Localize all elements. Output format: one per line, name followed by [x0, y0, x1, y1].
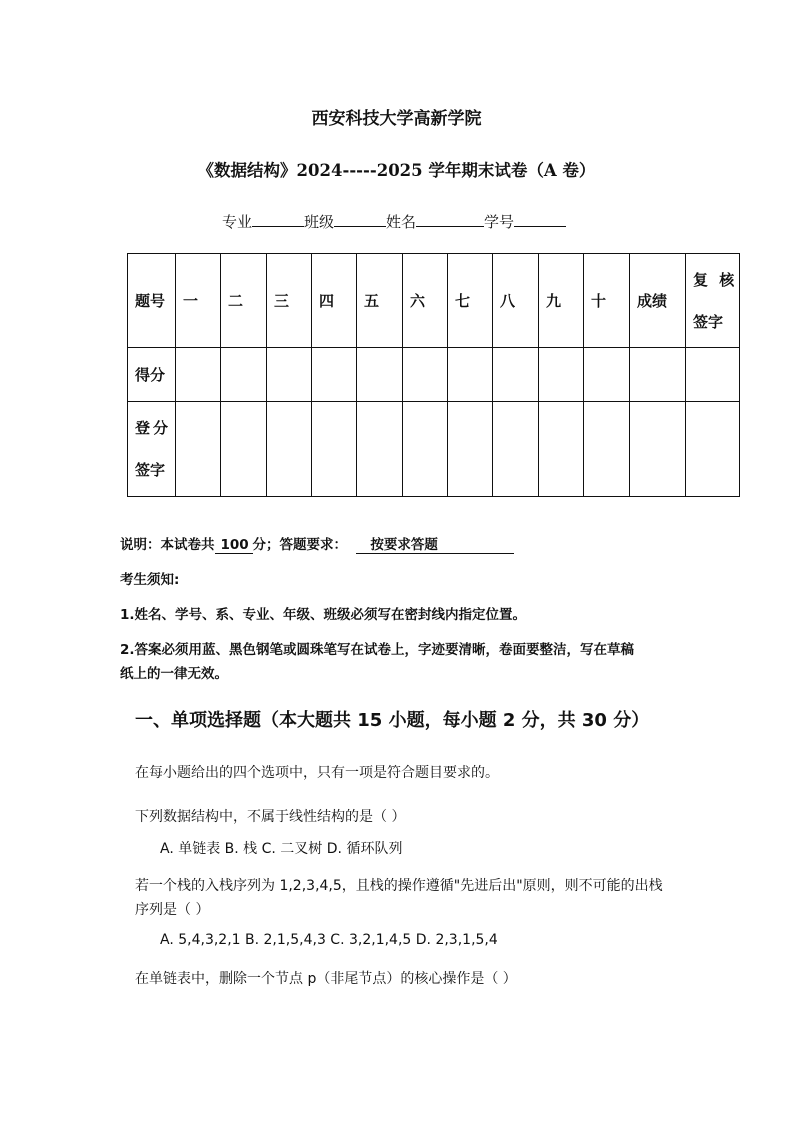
- sign-cell[interactable]: [176, 402, 221, 497]
- question-3: 在单链表中，删除一个节点 p（非尾节点）的核心操作是（ ）: [135, 971, 517, 987]
- question-2-line1: 若一个栈的入栈序列为 1,2,3,4,5，且栈的操作遵循"先进后出"原则，则不可能的出栈: [135, 878, 663, 894]
- sign-cell[interactable]: [403, 402, 448, 497]
- score-cell[interactable]: [403, 348, 448, 402]
- sign-cell[interactable]: [267, 402, 312, 497]
- score-table: [127, 253, 740, 497]
- score-cell[interactable]: [584, 348, 630, 402]
- score-cell[interactable]: [312, 348, 357, 402]
- column-header: 二: [221, 254, 267, 348]
- section-intro: 在每小题给出的四个选项中，只有一项是符合题目要求的。: [135, 765, 499, 781]
- question-2-options: A. 5,4,3,2,1 B. 2,1,5,4,3 C. 3,2,1,4,5 D. 2,3,1,5,4: [160, 932, 498, 948]
- class-blank[interactable]: [334, 212, 386, 227]
- sign-row-label-line2: 签字: [135, 461, 166, 479]
- column-header: 三: [267, 254, 312, 348]
- question-1-options: A. 单链表 B. 栈 C. 二叉树 D. 循环队列: [160, 841, 403, 857]
- column-header: 九: [539, 254, 584, 348]
- score-row: [128, 348, 740, 402]
- name-label: 姓名: [386, 213, 417, 231]
- question-number-label: 题号: [128, 254, 176, 348]
- major-blank[interactable]: [252, 212, 304, 227]
- class-label: 班级: [304, 213, 335, 231]
- section-heading: 一、单项选择题（本大题共 15 小题，每小题 2 分，共 30 分）: [135, 710, 650, 731]
- total-score-header: 成绩: [630, 254, 686, 348]
- column-header: 一: [176, 254, 221, 348]
- sign-cell[interactable]: [221, 402, 267, 497]
- review-label: 复 核: [693, 270, 738, 289]
- instruction-rule-1: 1.姓名、学号、系、专业、年级、班级必须写在密封线内指定位置。: [120, 607, 527, 623]
- name-blank[interactable]: [416, 212, 484, 227]
- desc-prefix: 说明：本试卷共: [120, 537, 215, 553]
- column-header: 十: [584, 254, 630, 348]
- score-cell[interactable]: [448, 348, 493, 402]
- student-info-line: [222, 211, 566, 232]
- score-cell[interactable]: [267, 348, 312, 402]
- sign-row: [128, 402, 740, 497]
- score-cell[interactable]: [357, 348, 403, 402]
- major-label: 专业: [222, 213, 253, 231]
- question-2-line2: 序列是（ ）: [135, 902, 210, 918]
- sign-cell[interactable]: [312, 402, 357, 497]
- instruction-rule-2-line2: 纸上的一律无效。: [120, 666, 228, 682]
- exam-title: 《数据结构》2024-----2025 学年期末试卷（A 卷）: [197, 161, 596, 180]
- column-header: 七: [448, 254, 493, 348]
- instruction-rule-2-line1: 2.答案必须用蓝、黑色钢笔或圆珠笔写在试卷上，字迹要清晰，卷面要整洁，写在草稿: [120, 642, 635, 658]
- score-cell[interactable]: [539, 348, 584, 402]
- review-sign-label: 签字: [693, 312, 724, 331]
- sign-cell[interactable]: [686, 402, 740, 497]
- score-cell[interactable]: [630, 348, 686, 402]
- column-header: 四: [312, 254, 357, 348]
- score-row-label: 得分: [128, 348, 176, 402]
- score-cell[interactable]: [176, 348, 221, 402]
- total-points: 100: [215, 537, 253, 554]
- sign-cell[interactable]: [493, 402, 539, 497]
- sign-cell[interactable]: [584, 402, 630, 497]
- exam-description: [120, 533, 514, 554]
- answer-requirement: 按要求答题: [356, 533, 514, 554]
- column-header: 五: [357, 254, 403, 348]
- question-1: 下列数据结构中，不属于线性结构的是（ ）: [135, 809, 406, 825]
- school-name: 西安科技大学高新学院: [311, 109, 482, 129]
- sign-cell[interactable]: [357, 402, 403, 497]
- score-cell[interactable]: [686, 348, 740, 402]
- column-header: 八: [493, 254, 539, 348]
- sign-cell[interactable]: [448, 402, 493, 497]
- sign-cell[interactable]: [539, 402, 584, 497]
- sign-cell[interactable]: [630, 402, 686, 497]
- instructions-title: 考生须知:: [120, 572, 180, 588]
- column-header: 六: [403, 254, 448, 348]
- desc-mid: 分；答题要求：: [252, 537, 347, 553]
- sign-row-label: [128, 402, 176, 497]
- student-id-blank[interactable]: [514, 212, 566, 227]
- question-number-row: [128, 254, 740, 348]
- sign-row-label-line1: 登分: [135, 419, 172, 437]
- student-id-label: 学号: [484, 213, 515, 231]
- score-cell[interactable]: [493, 348, 539, 402]
- review-sign-header: [686, 254, 740, 348]
- score-cell[interactable]: [221, 348, 267, 402]
